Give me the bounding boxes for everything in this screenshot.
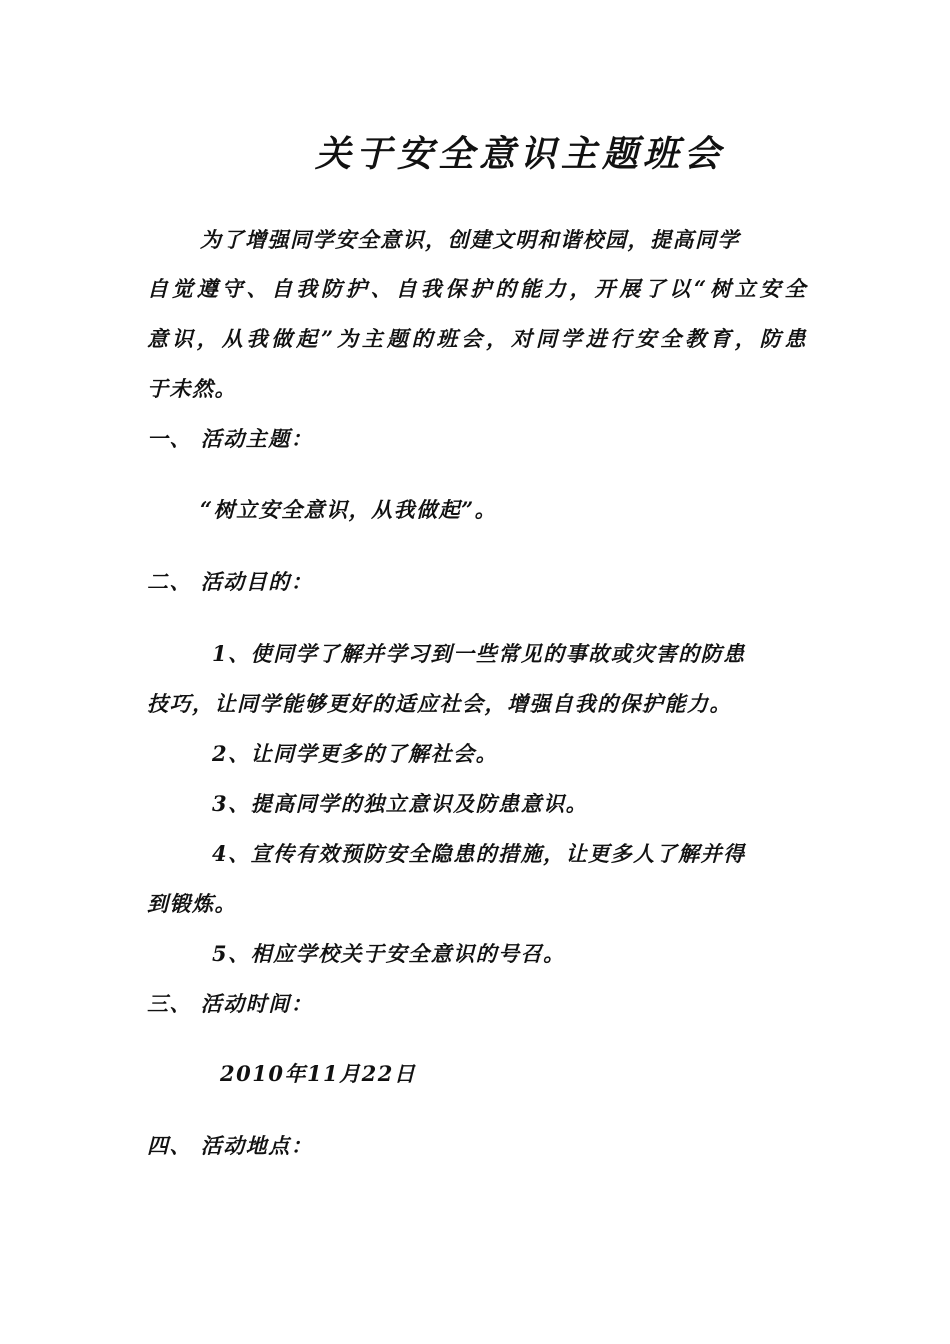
- intro-line-3: 意识，从我做起”为主题的班会，对同学进行安全教育，防患: [147, 326, 807, 351]
- section-4-heading: 四、 活动地点：: [147, 1133, 314, 1158]
- section-2-item-4-cont: 到锻炼。: [147, 891, 237, 916]
- intro-line-1: 为了增强同学安全意识，创建文明和谐校园，提高同学: [200, 227, 740, 252]
- intro-line-2: 自觉遵守、自我防护、自我保护的能力，开展了以“树立安全: [147, 276, 807, 301]
- document-title: 关于安全意识主题班会: [315, 133, 726, 175]
- section-1-content: “树立安全意识，从我做起”。: [200, 497, 498, 522]
- section-3-heading: 三、 活动时间：: [147, 991, 314, 1016]
- section-2-item-4: 4、宣传有效预防安全隐患的措施，让更多人了解并得: [212, 841, 746, 866]
- section-2-item-1-cont: 技巧，让同学能够更好的适应社会，增强自我的保护能力。: [147, 691, 732, 716]
- section-3-content: 2010年11月22日: [220, 1061, 417, 1086]
- section-1-heading: 一、 活动主题：: [147, 426, 314, 451]
- section-2-heading: 二、 活动目的：: [147, 569, 314, 594]
- section-2-item-2: 2、让同学更多的了解社会。: [212, 741, 499, 766]
- intro-line-4: 于未然。: [147, 376, 237, 401]
- section-2-item-5: 5、相应学校关于安全意识的号召。: [212, 941, 566, 966]
- section-2-item-3: 3、提高同学的独立意识及防患意识。: [212, 791, 589, 816]
- section-2-item-1: 1、使同学了解并学习到一些常见的事故或灾害的防患: [212, 641, 746, 666]
